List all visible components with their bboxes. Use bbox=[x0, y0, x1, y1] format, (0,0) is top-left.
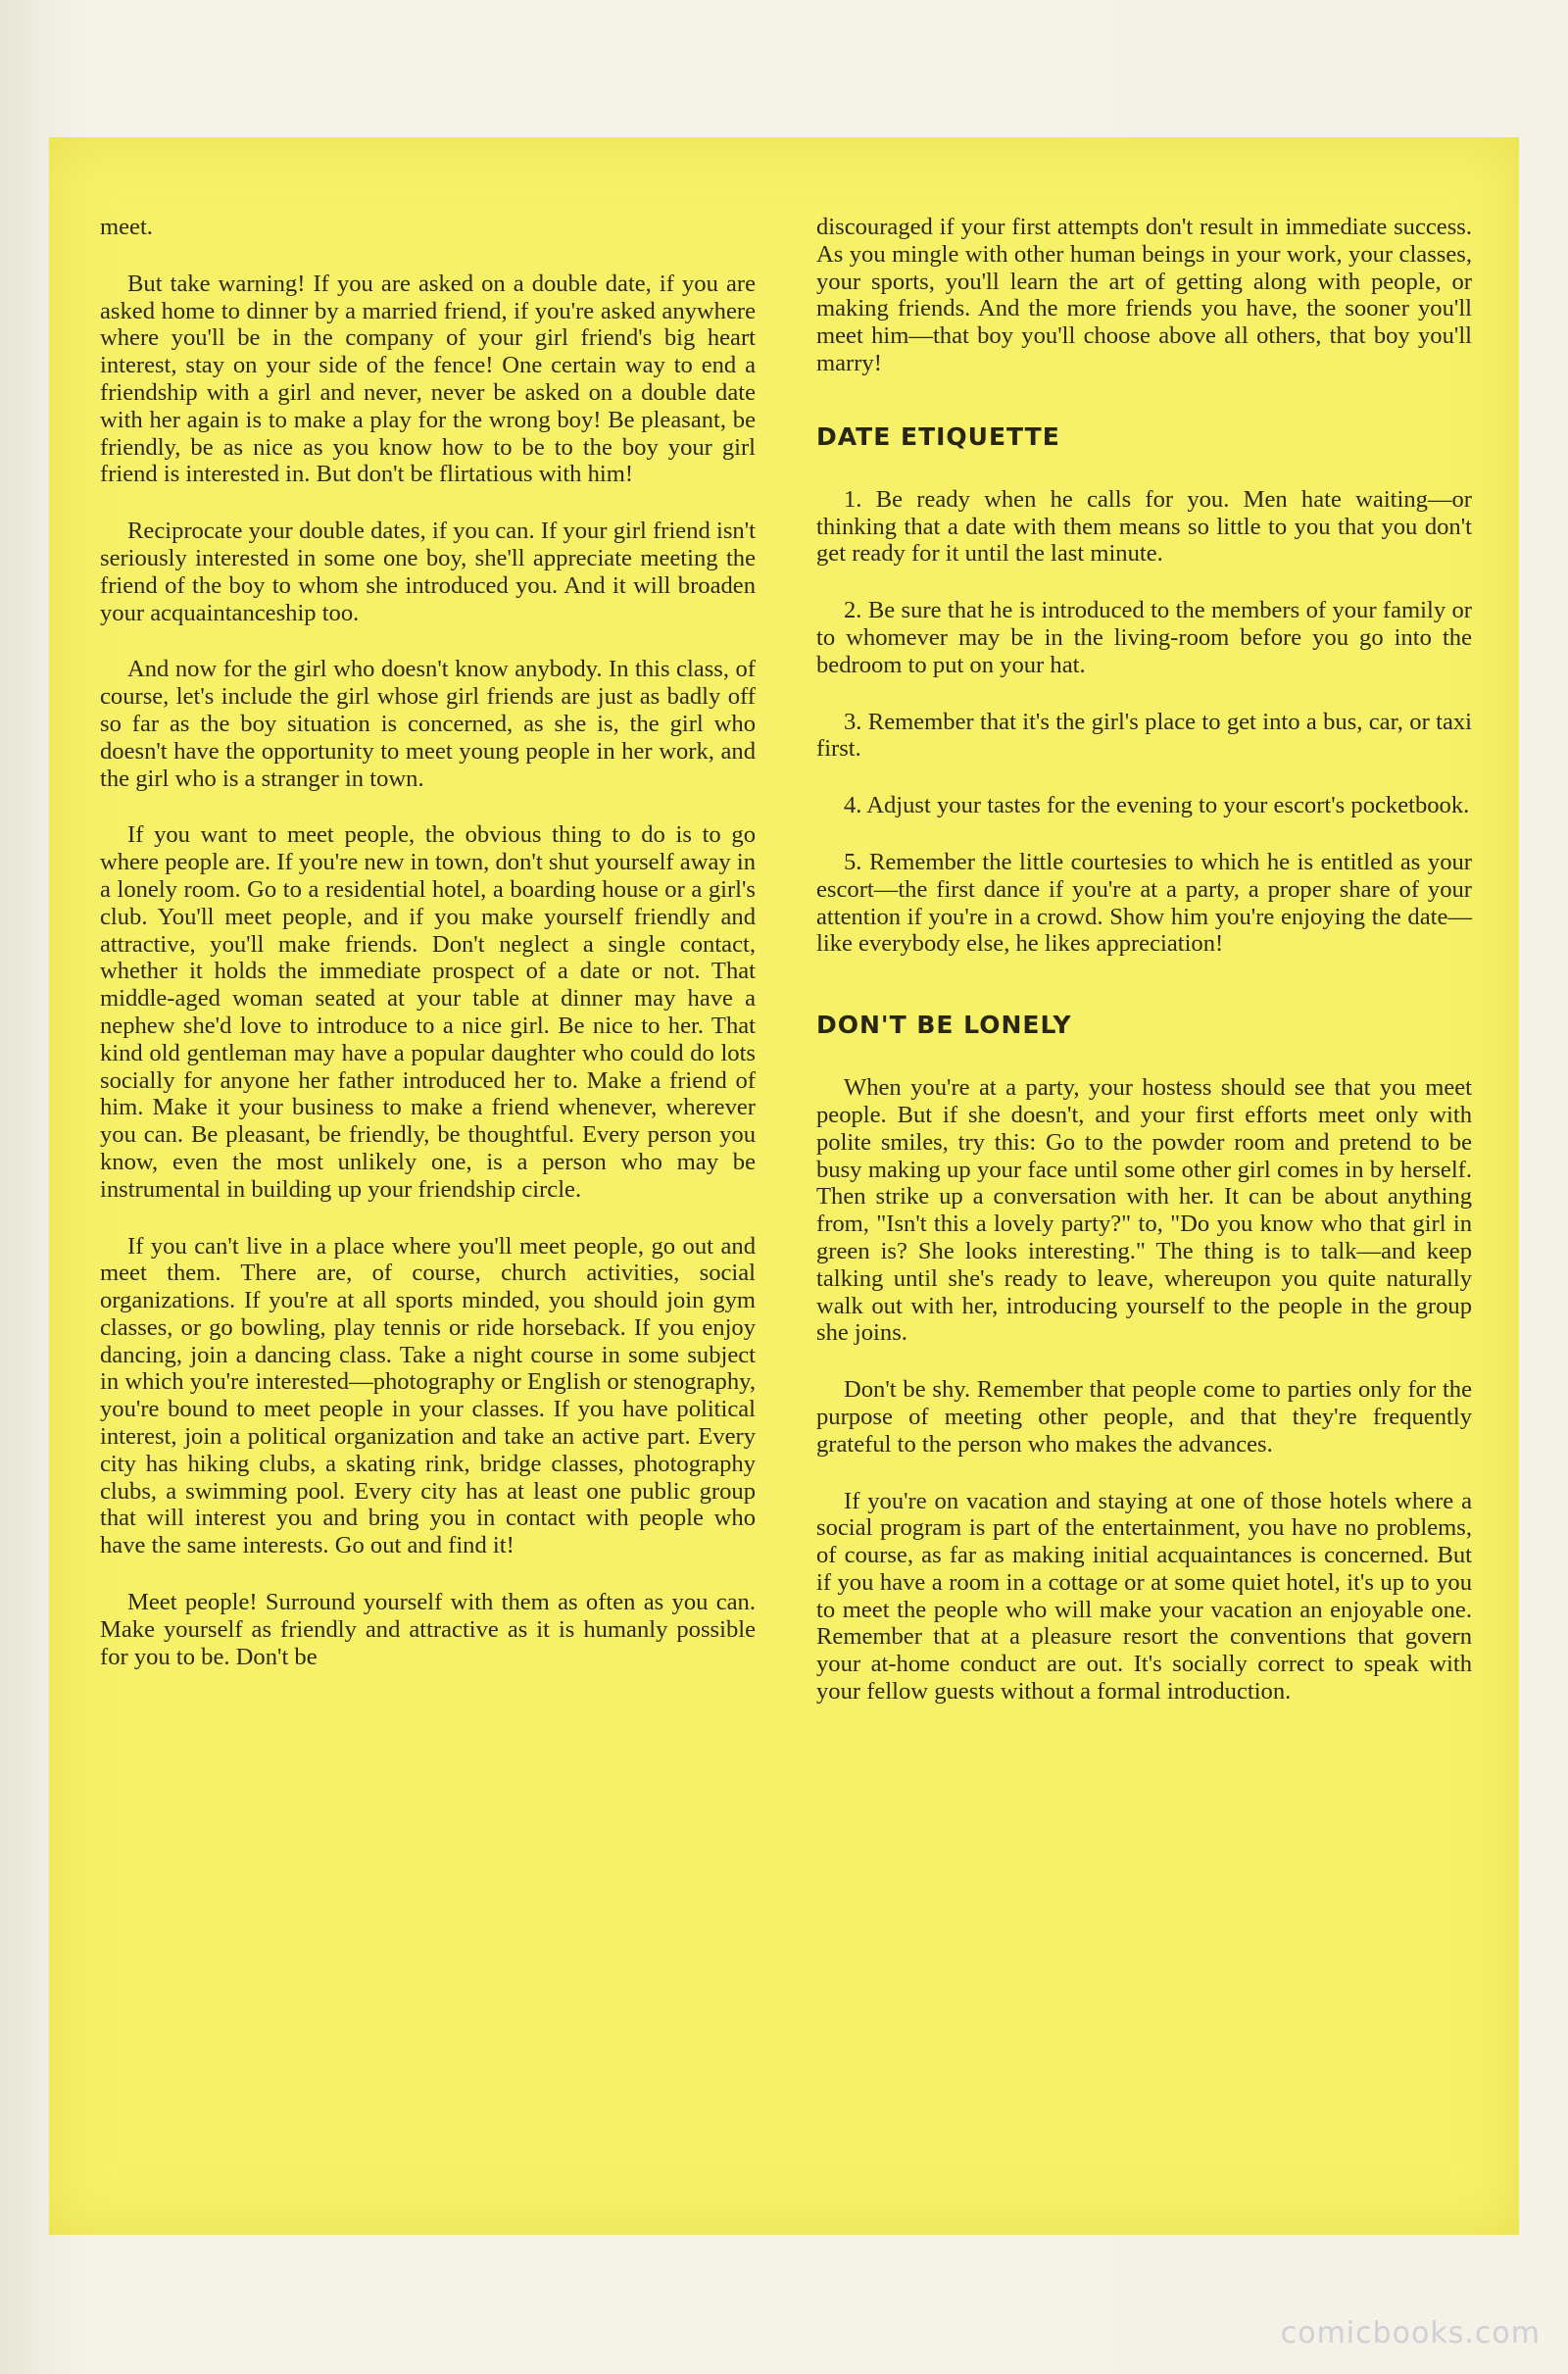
paragraph: discouraged if your first attempts don't result in immediate success. As you mingle with other human beings in your work, your classes, your sports, you'll learn the art of getting along with people, or making friends. And the more friends you have, the sooner you'll meet him—that boy you'll choose above all others, that boy you'll marry! bbox=[816, 214, 1472, 376]
paragraph: If you can't live in a place where you'll meet people, go out and meet them. There are, of course, church activities, social organizations. If you're at all sports minded, you should join gym classes, or go bowling, play tennis or ride horseback. If you enjoy dancing, join a dancing class. Take a night course in some subject in which you're interested—photography or English or stenography, you're bound to meet people in your classes. If you have political interest, join a political organization and take an active part. Every city has hiking clubs, a skating rink, bridge classes, photography clubs, a swimming pool. Every city has at least one public group that will interest you and bring you in contact with people who have the same interests. Go out and find it! bbox=[100, 1232, 756, 1559]
watermark: comicbooks.com bbox=[1280, 2316, 1541, 2350]
etiquette-item: 1. Be ready when he calls for you. Men hate waiting—or thinking that a date with them means so little to you that you don't get ready for it until the last minute. bbox=[816, 485, 1472, 568]
paragraph: Don't be shy. Remember that people come to parties only for the purpose of meeting other people, and that they're frequently grateful to the person who makes the advances. bbox=[816, 1376, 1472, 1458]
etiquette-item: 2. Be sure that he is introduced to the members of your family or to whomever may be in the living-room before you go into the bedroom to put on your hat. bbox=[816, 597, 1472, 678]
paragraph: When you're at a party, your hostess should see that you meet people. But if she doesn't, and your first efforts meet only with polite smiles, try this: Go to the powder room and pretend to be busy making up your face until some other girl comes in by herself. Then strike up a conversation with her. It can be about anything from, "Isn't this a lovely party?" to, "Do you know who that girl in green is? She looks interesting." The thing is to talk—and keep talking until she's ready to leave, whereupon you quite naturally walk out with her, introducing yourself to the people in the group she joins. bbox=[816, 1074, 1472, 1347]
right-column bbox=[816, 214, 1472, 2196]
left-column bbox=[100, 214, 756, 2196]
section-heading-dont-be-lonely: DON'T BE LONELY bbox=[816, 1011, 1072, 1040]
section-heading-date-etiquette: DATE ETIQUETTE bbox=[816, 421, 1060, 451]
paragraph: And now for the girl who doesn't know anybody. In this class, of course, let's include the girl whose girl friends are just as badly off so far as the boy situation is concerned, as she is, the girl who doesn't have the opportunity to meet young people in her work, and the girl who is a stranger in town. bbox=[100, 656, 756, 792]
paragraph: If you want to meet people, the obvious thing to do is to go where people are. If you're new in town, don't shut yourself away in a lonely room. Go to a residential hotel, a boarding house or a girl's club. You'll meet people, and if you make yourself friendly and attractive, you'll make friends. Don't neglect a single contact, whether it holds the immediate prospect of a date or not. That middle-aged woman seated at your table at dinner may have a nephew she'd love to introduce to a nice girl. Be nice to her. That kind old gentleman may have a popular daughter who could do lots socially for anyone her father introduced her to. Make a friend of him. Make it your business to make a friend whenever, wherever you can. Be pleasant, be friendly, be thoughtful. Every person you know, even the most unlikely one, is a person who may be instrumental in building up your friendship circle. bbox=[100, 821, 756, 1203]
paragraph: If you're on vacation and staying at one of those hotels where a social program is part of the entertainment, you have no problems, of course, as far as making initial acquaintances is concerned. But if you have a room in a cottage or at some quiet hotel, it's up to you to meet the people who will make your vacation an enjoyable one. Remember that at a pleasure resort the conventions that govern your at-home conduct are out. It's socially correct to speak with your fellow guests without a formal introduction. bbox=[816, 1487, 1472, 1706]
etiquette-item: 3. Remember that it's the girl's place to get into a bus, car, or taxi first. bbox=[816, 708, 1472, 763]
paragraph: meet. bbox=[100, 214, 153, 240]
paragraph: Reciprocate your double dates, if you can. If your girl friend isn't seriously interested in some one boy, she'll appreciate meeting the friend of the boy to whom she introduced you. And it will broaden your acquaintanceship too. bbox=[100, 518, 756, 626]
etiquette-item: 5. Remember the little courtesies to which he is entitled as your escort—the first dance if you're at a party, a proper share of your attention if you're in a crowd. Show him you're enjoying the date—like everybody else, he likes appreciation! bbox=[816, 848, 1472, 958]
yellow-text-panel bbox=[49, 137, 1519, 2235]
etiquette-item: 4. Adjust your tastes for the evening to your escort's pocketbook. bbox=[844, 792, 1470, 819]
paragraph: Meet people! Surround yourself with them as often as you can. Make yourself as friendly and attractive as it is humanly possible for you to be. Don't be bbox=[100, 1589, 756, 1670]
paragraph: But take warning! If you are asked on a double date, if you are asked home to dinner by a married friend, if you're asked anywhere where you'll be in the company of your girl friend's big heart interest, stay on your side of the fence! One certain way to end a friendship with a girl and never, never be asked on a double date with her again is to make a play for the wrong boy! Be pleasant, be friendly, be as nice as you know how to be to the boy your girl friend is interested in. But don't be flirtatious with him! bbox=[100, 270, 756, 488]
